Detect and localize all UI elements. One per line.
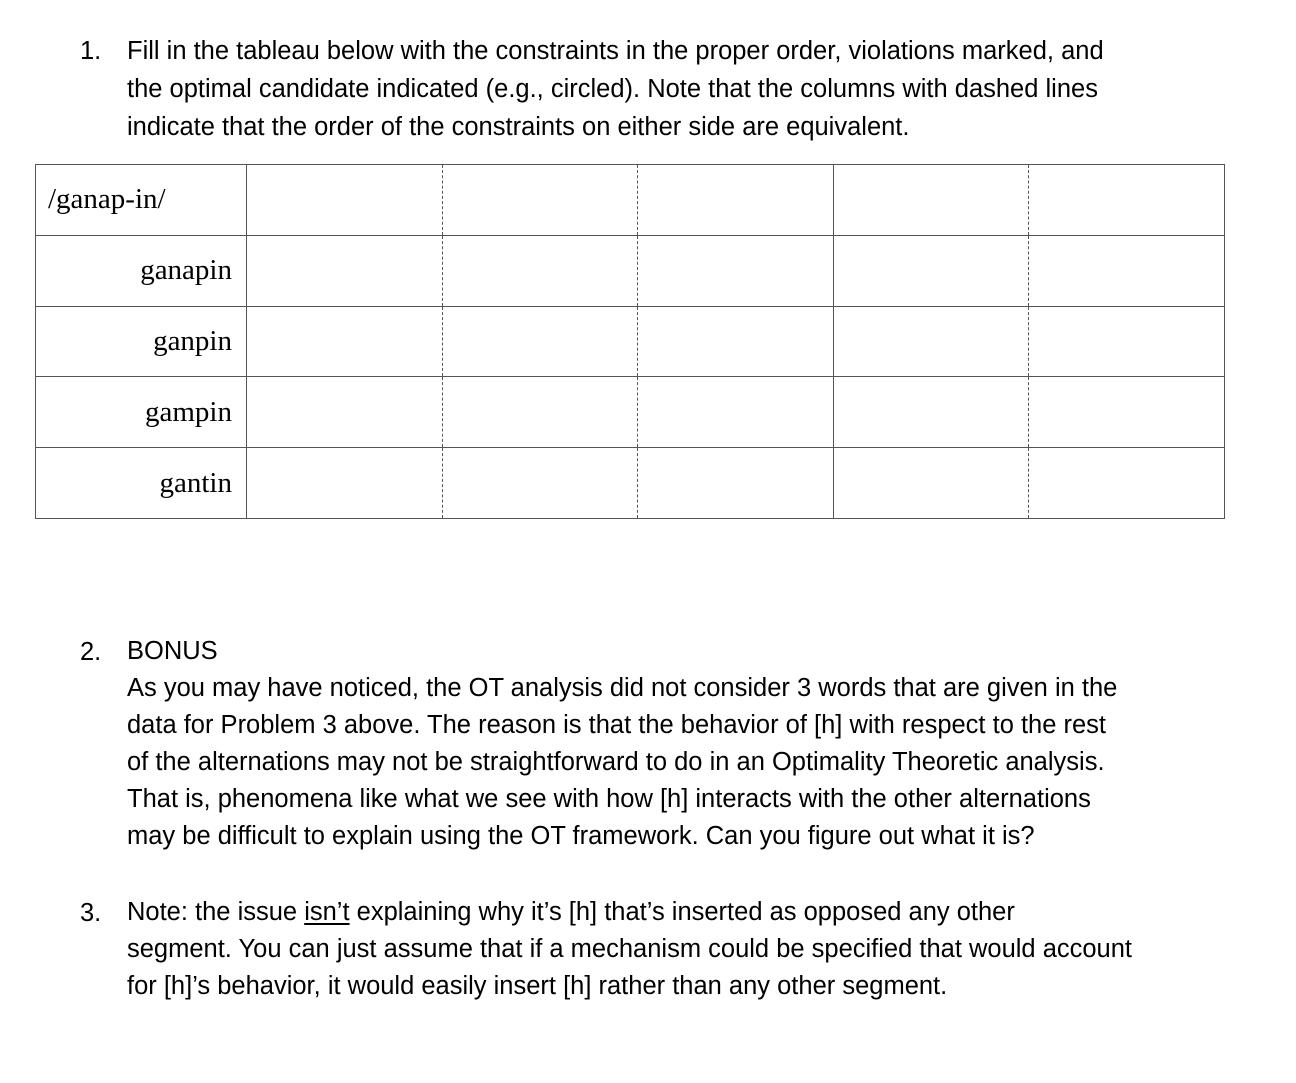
violation-cell[interactable]: [638, 377, 834, 448]
question-3-line: for [h]’s behavior, it would easily insert [h] rather than any other segment.: [127, 972, 948, 1000]
question-3-text: [127, 894, 1247, 1005]
question-2-number: 2.: [80, 638, 102, 666]
question-1-line: the optimal candidate indicated (e.g., circled). Note that the columns with dashed lines: [127, 75, 1098, 103]
violation-cell[interactable]: [442, 448, 638, 519]
question-2-line: of the alternations may not be straightforward to do in an Optimality Theoretic analysis.: [127, 748, 1105, 776]
violation-cell[interactable]: [1029, 448, 1225, 519]
violation-cell[interactable]: [638, 306, 834, 377]
violation-cell[interactable]: [638, 235, 834, 306]
violation-cell[interactable]: [1029, 306, 1225, 377]
question-3-line-start: Note: the issue: [127, 898, 305, 926]
violation-cell[interactable]: [1029, 377, 1225, 448]
question-1-line: indicate that the order of the constraints on either side are equivalent.: [127, 113, 910, 141]
question-3: [0, 894, 1296, 1014]
candidate-cell[interactable]: gampin: [36, 377, 247, 448]
violation-cell[interactable]: [247, 235, 443, 306]
question-2-line: As you may have noticed, the OT analysis did not consider 3 words that are given in the: [127, 674, 1118, 702]
question-3-line-end: explaining why it’s [h] that’s inserted as opposed any other: [349, 898, 1015, 926]
question-2-line: That is, phenomena like what we see with how [h] interacts with the other alternations: [127, 785, 1091, 813]
violation-cell[interactable]: [833, 448, 1029, 519]
tableau-candidate-row: [36, 448, 1225, 519]
violation-cell[interactable]: [442, 235, 638, 306]
violation-cell[interactable]: [833, 235, 1029, 306]
violation-cell[interactable]: [833, 306, 1029, 377]
question-3-line: segment. You can just assume that if a mechanism could be specified that would account: [127, 935, 1133, 963]
violation-cell[interactable]: [247, 377, 443, 448]
tableau-input-cell: /ganap-in/: [36, 165, 247, 236]
constraint-cell[interactable]: [1029, 165, 1225, 236]
constraint-cell[interactable]: [247, 165, 443, 236]
question-3-line: [127, 894, 1247, 931]
violation-cell[interactable]: [247, 448, 443, 519]
constraint-cell[interactable]: [638, 165, 834, 236]
question-2-text: [127, 633, 1247, 855]
question-1-line: Fill in the tableau below with the constraints in the proper order, violations marked, and: [127, 37, 1104, 65]
question-2-line: may be difficult to explain using the OT framework. Can you figure out what it is?: [127, 822, 1035, 850]
violation-cell[interactable]: [247, 306, 443, 377]
tableau-header-row: [36, 165, 1225, 236]
tableau-candidate-row: [36, 377, 1225, 448]
constraint-cell[interactable]: [442, 165, 638, 236]
underlined-emphasis: isn’t: [304, 898, 350, 926]
question-1-text: [127, 32, 1247, 146]
tableau-candidate-row: [36, 235, 1225, 306]
violation-cell[interactable]: [442, 377, 638, 448]
question-2-line: data for Problem 3 above. The reason is that the behavior of [h] with respect to the rest: [127, 711, 1106, 739]
candidate-cell[interactable]: gantin: [36, 448, 247, 519]
violation-cell[interactable]: [833, 377, 1029, 448]
question-2-title: BONUS: [127, 637, 218, 665]
question-3-number: 3.: [80, 899, 102, 927]
candidate-cell[interactable]: ganapin: [36, 235, 247, 306]
violation-cell[interactable]: [442, 306, 638, 377]
question-2: [0, 633, 1296, 863]
ot-tableau: [35, 164, 1225, 519]
question-1-number: 1.: [80, 37, 102, 65]
tableau-candidate-row: [36, 306, 1225, 377]
constraint-cell[interactable]: [833, 165, 1029, 236]
question-1: [0, 32, 1296, 152]
violation-cell[interactable]: [638, 448, 834, 519]
candidate-cell[interactable]: ganpin: [36, 306, 247, 377]
violation-cell[interactable]: [1029, 235, 1225, 306]
